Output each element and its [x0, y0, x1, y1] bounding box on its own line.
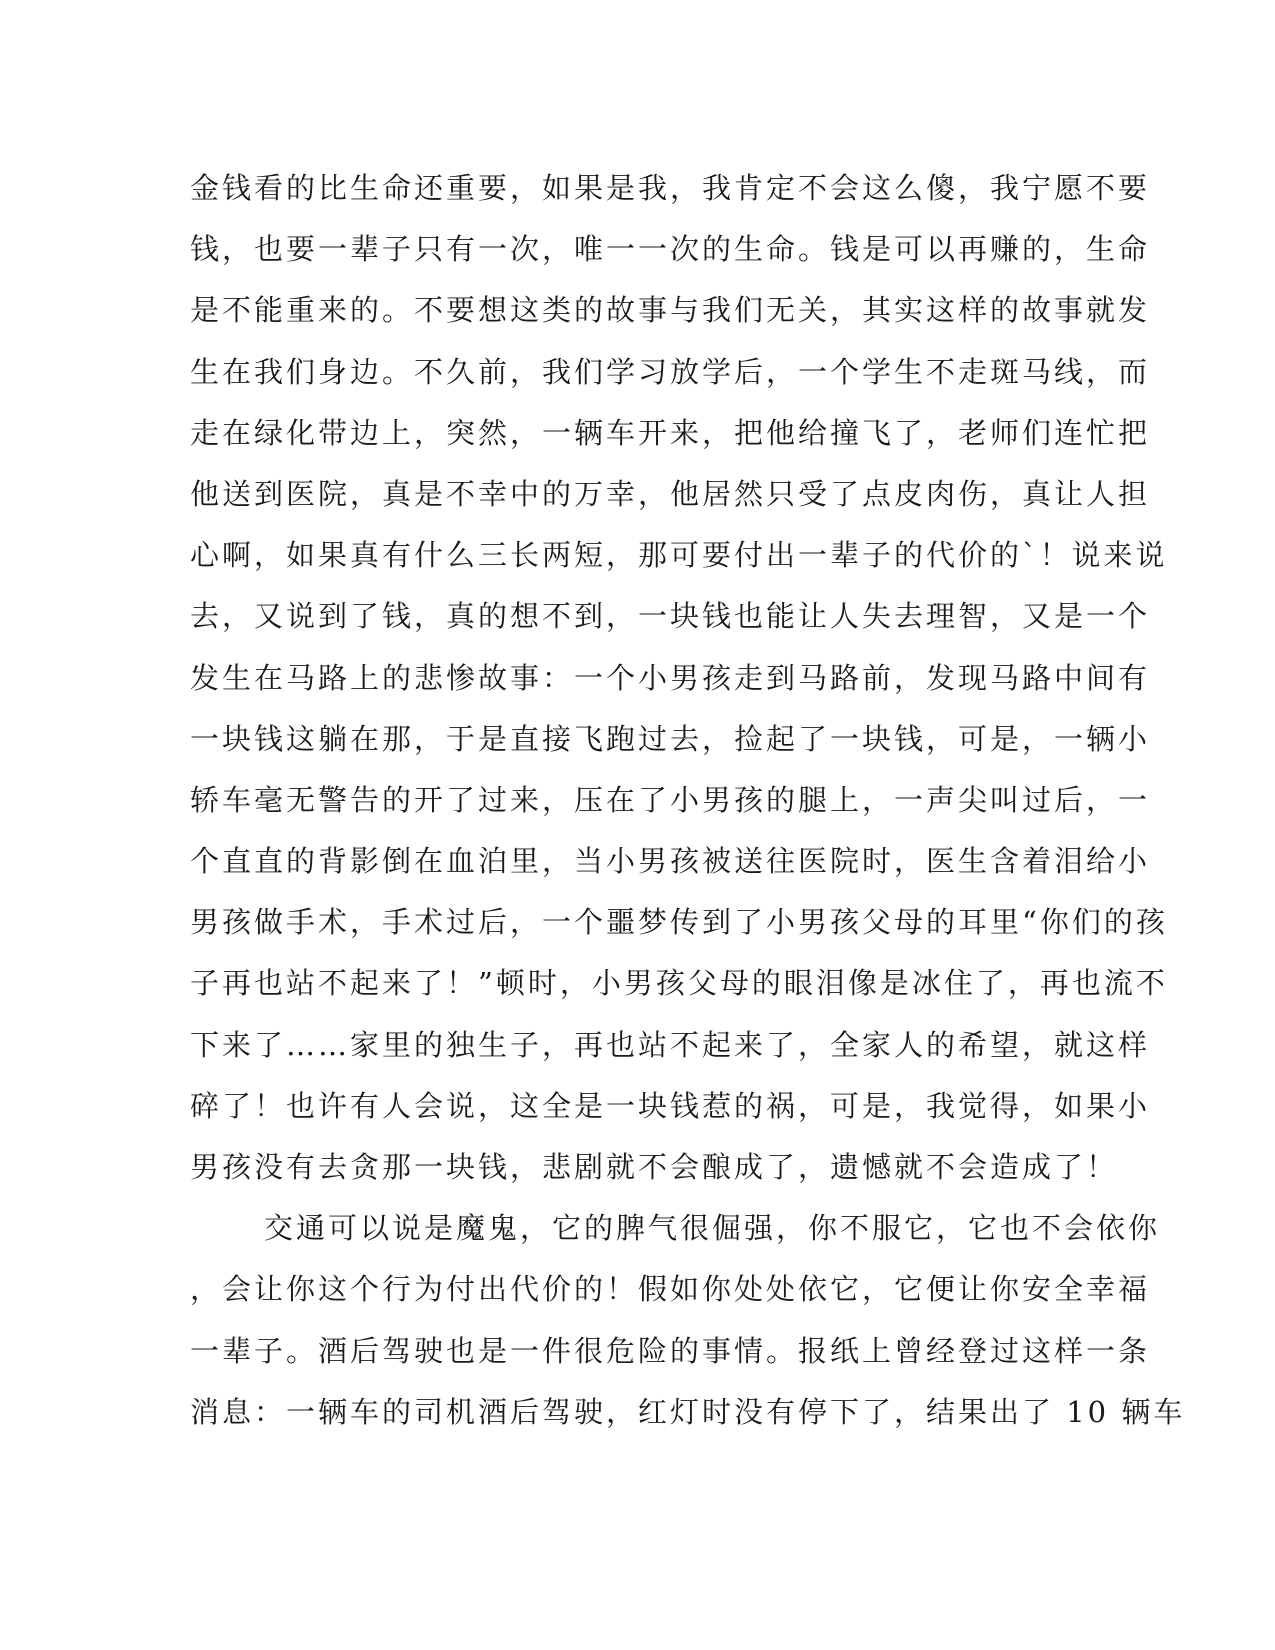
text-line: 钱，也要一辈子只有一次，唯一一次的生命。钱是可以再赚的，生命: [190, 232, 1151, 267]
text-line: 金钱看的比生命还重要，如果是我，我肯定不会这么傻，我宁愿不要: [190, 171, 1151, 205]
text-line: 一块钱这躺在那，于是直接飞跑过去，捡起了一块钱，可是，一辆小: [190, 721, 1151, 756]
text-line: 去，又说到了钱，真的想不到，一块钱也能让人失去理智，又是一个: [190, 599, 1151, 634]
text-line: 男孩没有去贪那一块钱，悲剧就不会酿成了，遗憾就不会造成了！: [190, 1150, 1119, 1184]
text-line: 消息：一辆车的司机酒后驾驶，红灯时没有停下了，结果出了 10 辆车: [190, 1394, 1186, 1429]
text-line: 走在绿化带边上，突然，一辆车开来，把他给撞飞了，老师们连忙把: [190, 415, 1151, 450]
text-line: 他送到医院，真是不幸中的万幸，他居然只受了点皮肉伤，真让人担: [190, 476, 1151, 511]
text-line: 是不能重来的。不要想这类的故事与我们无关，其实这样的故事就发: [190, 293, 1151, 328]
text-line: ，会让你这个行为付出代价的！假如你处处依它，它便让你安全幸福: [190, 1272, 1151, 1307]
text-line: 一辈子。酒后驾驶也是一件很危险的事情。报纸上曾经登过这样一条: [190, 1333, 1151, 1368]
text-line: 碎了！也许有人会说，这全是一块钱惹的祸，可是，我觉得，如果小: [190, 1088, 1151, 1123]
text-line: 个直直的背影倒在血泊里，当小男孩被送往医院时，医生含着泪给小: [190, 844, 1151, 879]
text-line: 轿车毫无警告的开了过来，压在了小男孩的腿上，一声尖叫过后，一: [190, 782, 1151, 817]
body-text: [190, 158, 1186, 1443]
paragraph-start-line: 交通可以说是魔鬼，它的脾气很倔强，你不服它，它也不会依你: [264, 1211, 1161, 1246]
text-line: 心啊，如果真有什么三长两短，那可要付出一辈子的代价的`！说来说: [190, 538, 1168, 573]
text-line: 男孩做手术，手术过后，一个噩梦传到了小男孩父母的耳里“你们的孩: [190, 905, 1168, 940]
text-line: 子再也站不起来了！”顿时，小男孩父母的眼泪像是冰住了，再也流不: [190, 966, 1168, 1001]
text-line: 发生在马路上的悲惨故事：一个小男孩走到马路前，发现马路中间有: [190, 660, 1151, 695]
text-line: 下来了……家里的独生子，再也站不起来了，全家人的希望，就这样: [190, 1027, 1151, 1062]
text-line: 生在我们身边。不久前，我们学习放学后，一个学生不走斑马线，而: [190, 354, 1151, 389]
